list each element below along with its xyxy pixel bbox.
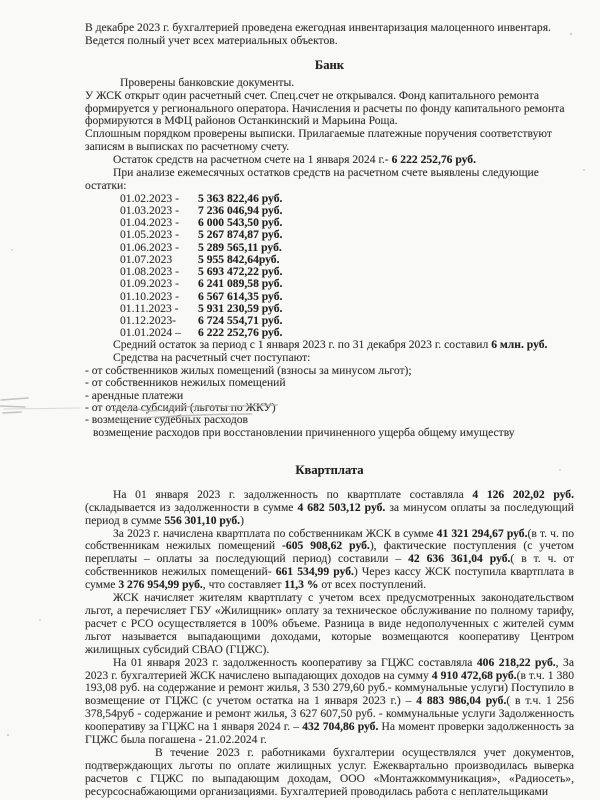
balance-amount: 6 000 543,50 руб. <box>198 216 283 230</box>
text-run: (складывается из задолженности в сумме <box>85 500 298 514</box>
bold-amount: 11,3 % <box>284 578 319 592</box>
rent-paragraphs <box>85 489 574 799</box>
bold-amount: 4 126 202,02 руб. <box>472 487 574 501</box>
bold-amount: 661 534,99 руб. <box>275 565 354 579</box>
balance-amount: 7 236 046,94 руб. <box>198 204 283 218</box>
bank-statements-paragraph: Сплошным порядком проверены выписки. Прилагаемые платежные поручения соответствуют записям в выписках по расчетному счету. <box>85 127 552 154</box>
balance-amount: 5 931 230,59 руб. <box>198 301 283 315</box>
balance-row <box>120 205 574 217</box>
balance-amount: 5 955 842,64руб. <box>198 252 280 266</box>
bold-amount: 4 883 986,04 руб. <box>416 694 507 708</box>
bank-checked-line: Проверены банковские документы. <box>120 75 295 89</box>
bank-account-paragraph: У ЖСК открыт один расчетный счет. Спец.счет не открывался. Фонд капитального ремонта формируется у регионального оператора. Начисления и расчеты по фонду капитального ремонта формируются в МФЦ районов Останкинский и Марьина Роща. <box>85 88 565 128</box>
balance-date: 01.04.2023 - <box>120 216 179 230</box>
bold-amount: 41 321 294,67 руб. <box>436 526 528 540</box>
text-run: ЖСК начисляет жителям квартплату с учетом всех предусмотренных законодательством льгот, а перечисляет ГБУ «Жилищник» оплату за техническое обслуживание по полному тарифу, расчет с РСО осуществляется в 100% объеме. Разница в виде недополученных с жителей сумм льгот называется выпадающими доходами, которые возмещаются кооперативу Центром жилищных субсидий СВАО (ГЦЖС). <box>85 591 574 656</box>
bold-amount: 4 910 472,68 руб. <box>431 668 517 682</box>
funds-source-item: - от отдела субсидий (льготы по ЖКУ) <box>85 401 276 415</box>
balance-date: 01.06.2023 - <box>120 240 179 254</box>
bold-amount: 42 636 361,04 руб. <box>408 552 511 566</box>
bold-amount: -605 908,62 руб. <box>282 539 370 553</box>
text-run: ) Через кассу ЖСК поступила квартплата в сумме <box>85 565 574 592</box>
funds-source-item: - от собственников нежилых помещений <box>85 376 286 390</box>
margin-scribble <box>0 398 80 413</box>
intro-paragraph: В декабре 2023 г. бухгалтерией проведена ежегодная инвентаризация малоценного инвентаря. Ведется полный учет всех материальных объектов. <box>85 21 551 47</box>
bold-amount: 6 222 252,76 руб. <box>391 153 476 167</box>
monthly-balance-list <box>120 193 574 339</box>
balance-row <box>120 266 574 278</box>
balance-amount: 6 222 252,76 руб. <box>198 326 283 340</box>
balance-date: 01.01.2024 – <box>120 326 181 340</box>
balance-row <box>120 217 574 229</box>
text-run: (в т.ч. 1 380 193,08 руб. на содержание и ремонт жилья, 3 530 279,60 руб.- коммунальные услуги) Поступило в возмещение от ГЦЖС (с учетом остатка на 1 января 2023 г.) – <box>85 668 574 708</box>
funds-sources-list <box>85 365 574 439</box>
balance-amount: 5 363 822,46 руб. <box>198 191 283 205</box>
balance-row <box>120 291 574 303</box>
text-run: , За 2023 г. бухгалтерией ЖСК начислено выпадающих доходов на сумму <box>85 655 574 682</box>
balance-amount: 5 693 472,22 руб. <box>198 265 283 279</box>
text-run: Средний остаток за период с 1 января 2023 г. по 31 декабря 2023 г. составил <box>113 338 492 352</box>
bold-amount: 556 301,10 руб. <box>164 513 241 527</box>
balance-date: 01.12.2023- <box>120 313 177 327</box>
text-run: от всех поступлений. <box>318 578 427 592</box>
balance-amount: 5 289 565,11 руб. <box>198 240 282 254</box>
bold-amount: 6 млн. руб. <box>491 338 548 352</box>
rent-paragraph <box>85 592 574 657</box>
balance-date: 01.08.2023 - <box>120 265 179 279</box>
text-run: Остаток средств на расчетном счете на 1 января 2024 г.- <box>113 153 392 167</box>
rent-paragraph <box>85 747 574 799</box>
balance-date: 01.02.2023 - <box>120 191 179 205</box>
balance-row <box>120 229 574 241</box>
text-run: На момент проверки задолженность за ГЦЖС была погашена - 21.02.2024 г. <box>85 720 574 747</box>
text-run: ), фактические поступления (с учетом переплаты – оплаты за последующий период) составили – <box>85 539 574 566</box>
funds-source-item: возмещение расходов при восстановлении причиненного ущерба общему имуществу <box>93 425 515 439</box>
text-run: (в т. ч. по собственникам нежилых помещений <box>85 526 575 553</box>
balance-row <box>120 315 574 327</box>
balance-amount: 6 567 614,35 руб. <box>198 289 283 303</box>
rent-paragraph <box>85 489 574 528</box>
balance-row <box>120 303 574 315</box>
balance-date: 01.05.2023 - <box>120 228 179 242</box>
text-run: ( в т. ч. от собственников нежилых помещений- <box>85 552 574 579</box>
balance-amount: 6 724 554,71 руб. <box>198 313 283 327</box>
text-run: ) <box>240 513 244 527</box>
funds-source-item: - арендные платежи <box>85 388 184 402</box>
text-run: ( в т.ч. 1 256 378,54руб - содержание и ремонт жилья, 3 627 607,50 руб. - коммунальные услуги Задолженность кооперативу за ГЦЖС на 1 января 2024 г. – <box>85 694 574 734</box>
funds-source-item: - от собственников жилых помещений (взносы за минусом льгот); <box>85 364 412 378</box>
balance-date: 01.07.2023 <box>120 252 173 266</box>
balance-amount: 5 267 874,87 руб. <box>198 228 283 242</box>
rent-section-heading: Квартплата <box>295 462 364 477</box>
bank-analysis-line: При анализе ежемесячных остатков средств на расчетном счете выявлены следующие остатки: <box>85 166 539 192</box>
balance-date: 01.03.2023 - <box>120 204 179 218</box>
balance-row <box>120 254 574 266</box>
funds-source-item: - возмещение судебных расходов <box>85 413 248 427</box>
bold-amount: 3 276 954,99 руб. <box>118 578 203 592</box>
text-run: На 01 января 2023 г. задолженность кооперативу за ГЦЖС составляла <box>113 655 477 669</box>
bold-amount: 432 704,86 руб. <box>302 720 379 734</box>
bold-amount: 4 682 503,12 руб. <box>297 500 386 514</box>
text-run: В течение 2023 г. работниками бухгалтерии осуществлялся учет документов, подтверждающих льготы по оплате жилищных услуг. Ежеквартально производилась выверка расчетов с ГЦЖС по выпадающим доходам, ООО «Монтажкоммуникация», «Радиосеть», ресурсоснабжающими организациями. Бухгалтерией проводилась работа с неплательщиками <box>85 745 574 798</box>
text-run: , что составляет <box>202 578 285 592</box>
balance-amount: 6 241 089,58 руб. <box>198 277 283 291</box>
bank-section-heading: Банк <box>314 57 345 72</box>
rent-paragraph <box>85 528 574 593</box>
balance-row <box>120 193 574 205</box>
balance-row <box>120 278 574 290</box>
text-run: за минусом оплаты за последующий период в сумме <box>85 500 574 527</box>
balance-date: 01.09.2023 - <box>120 277 179 291</box>
bank-sources-intro: Средства на расчетный счет поступают: <box>113 351 311 365</box>
balance-row <box>120 242 574 254</box>
balance-date: 01.11.2023 - <box>120 301 179 315</box>
text-run: На 01 января 2023 г. задолженность по квартплате составляла <box>113 487 473 501</box>
balance-date: 01.10.2023 - <box>120 289 179 303</box>
text-run: За 2023 г. начислена квартплата по собственникам ЖСК в сумме <box>113 526 437 540</box>
rent-paragraph <box>85 657 574 747</box>
bold-amount: 406 218,22 руб. <box>476 655 556 669</box>
